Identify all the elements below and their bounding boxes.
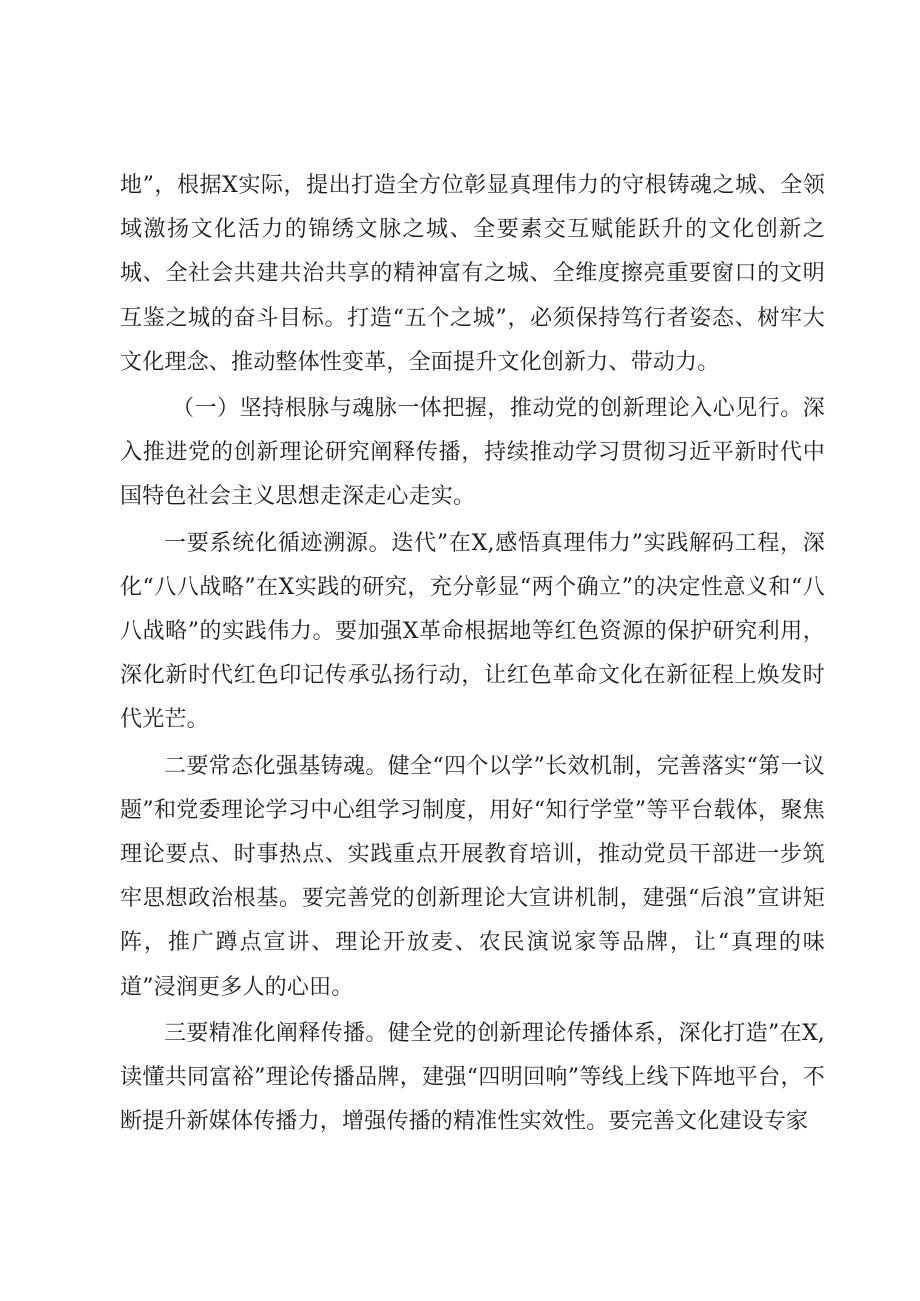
document-body — [120, 164, 825, 1144]
paragraph-continuation: 地”，根据X实际，提出打造全方位彰显真理伟力的守根铸魂之城、全领域激扬文化活力的锦绣文脉之城、全要素交互赋能跃升的文化创新之城、全社会共建共治共享的精神富有之城、全维度擦亮重要窗口的文明互鉴之城的奋斗目标。打造“五个之城”，必须保持笃行者姿态、树牢大文化理念、推动整体性变革，全面提升文化创新力、带动力。 — [120, 173, 825, 375]
paragraph-point-three: 三要精准化阐释传播。健全党的创新理论传播体系，深化打造”在X,读懂共同富裕”理论传播品牌，建强“四明回响”等线上线下阵地平台，不断提升新媒体传播力，增强传播的精准性实效性。要完善文化建设专家 — [120, 1020, 825, 1135]
paragraph-point-two: 二要常态化强基铸魂。健全“四个以学”长效机制，完善落实“第一议题”和党委理论学习中心组学习制度，用好“知行学堂”等平台载体，聚焦理论要点、时事热点、实践重点开展教育培训，推动党员干部进一步筑牢思想政治根基。要完善党的创新理论大宣讲机制，建强“后浪”宣讲矩阵，推广蹲点宣讲、理论开放麦、农民演说家等品牌，让“真理的味道”浸润更多人的心田。 — [120, 753, 825, 1000]
section-heading-paragraph: （一）坚持根脉与魂脉一体把握，推动党的创新理论入心见行。深入推进党的创新理论研究阐释传播，持续推动学习贯彻习近平新时代中国特色社会主义思想走深走心走实。 — [120, 396, 825, 510]
paragraph-point-one: 一要系统化循迹溯源。迭代”在X,感悟真理伟力”实践解码工程，深化“八八战略”在X实践的研究，充分彰显“两个确立”的决定性意义和“八八战略”的实践伟力。要加强X革命根据地等红色资源的保护研究利用，深化新时代红色印记传承弘扬行动，让红色革命文化在新征程上焕发时代光芒。 — [120, 530, 825, 733]
